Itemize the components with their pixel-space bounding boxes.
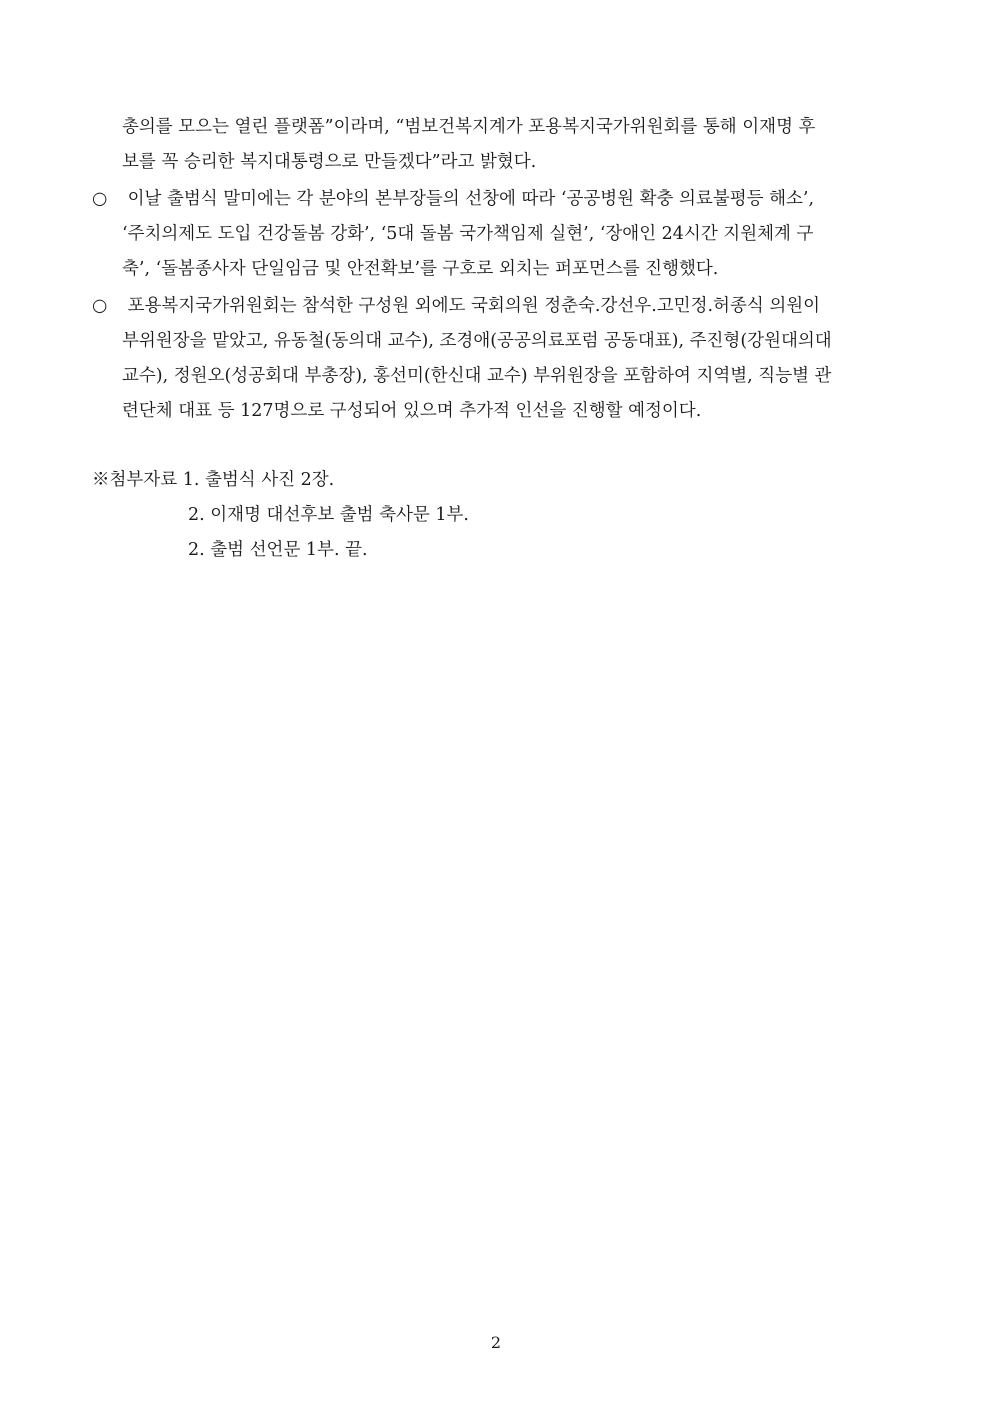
bullet-paragraph-members <box>92 289 902 429</box>
paragraph-line: 총의를 모으는 열린 플랫폼”이라며, “범보건복지계가 포용복지국가위원회를 통해 이재명 후 <box>122 117 816 137</box>
attachment-item: 1. 출범식 사진 2장. <box>182 470 335 490</box>
paragraph-line: 보를 꼭 승리한 복지대통령으로 만들겠다”라고 밝혔다. <box>122 152 537 172</box>
paragraph-line: 포용복지국가위원회는 참석한 구성원 외에도 국회의원 정춘숙.강선우.고민정.허종식 의원이 <box>127 296 821 316</box>
paragraph-line: 축’, ‘돌봄종사자 단일임금 및 안전확보’를 구호로 외치는 퍼포먼스를 진행했다. <box>122 259 719 279</box>
paragraph-line: 련단체 대표 등 127명으로 구성되어 있으며 추가적 인선을 진행할 예정이다. <box>122 401 702 421</box>
attachments-list <box>92 463 469 568</box>
attachment-row <box>92 463 469 498</box>
bullet-paragraph-slogans <box>92 182 902 287</box>
bullet-first-line <box>92 182 902 217</box>
attachment-item: 2. 이재명 대선후보 출범 축사문 1부. <box>188 505 469 525</box>
page-number: 2 <box>490 1333 502 1352</box>
circle-bullet-icon: ○ <box>92 189 108 209</box>
paragraph-line: 이날 출범식 말미에는 각 분야의 본부장들의 선창에 따라 ‘공공병원 확충 의료불평등 해소’, <box>127 189 815 209</box>
circle-bullet-icon: ○ <box>92 296 108 316</box>
paragraph-line: ‘주치의제도 도입 건강돌봄 강화’, ‘5대 돌봄 국가책임제 실현’, ‘장애인 24시간 지원체계 구 <box>122 224 814 244</box>
bullet-first-line <box>92 289 902 324</box>
paragraph-line: 교수), 정원오(성공회대 부총장), 홍선미(한신대 교수) 부위원장을 포함하여 지역별, 직능별 관 <box>122 366 832 386</box>
attachment-item: 2. 출범 선언문 1부. 끝. <box>188 540 368 560</box>
paragraph-line: 부위원장을 맡았고, 유동철(동의대 교수), 조경애(공공의료포럼 공동대표), 주진형(강원대의대 <box>122 331 832 351</box>
attachments-label: ※첨부자료 <box>92 470 183 490</box>
intro-continuation-paragraph <box>92 110 902 180</box>
